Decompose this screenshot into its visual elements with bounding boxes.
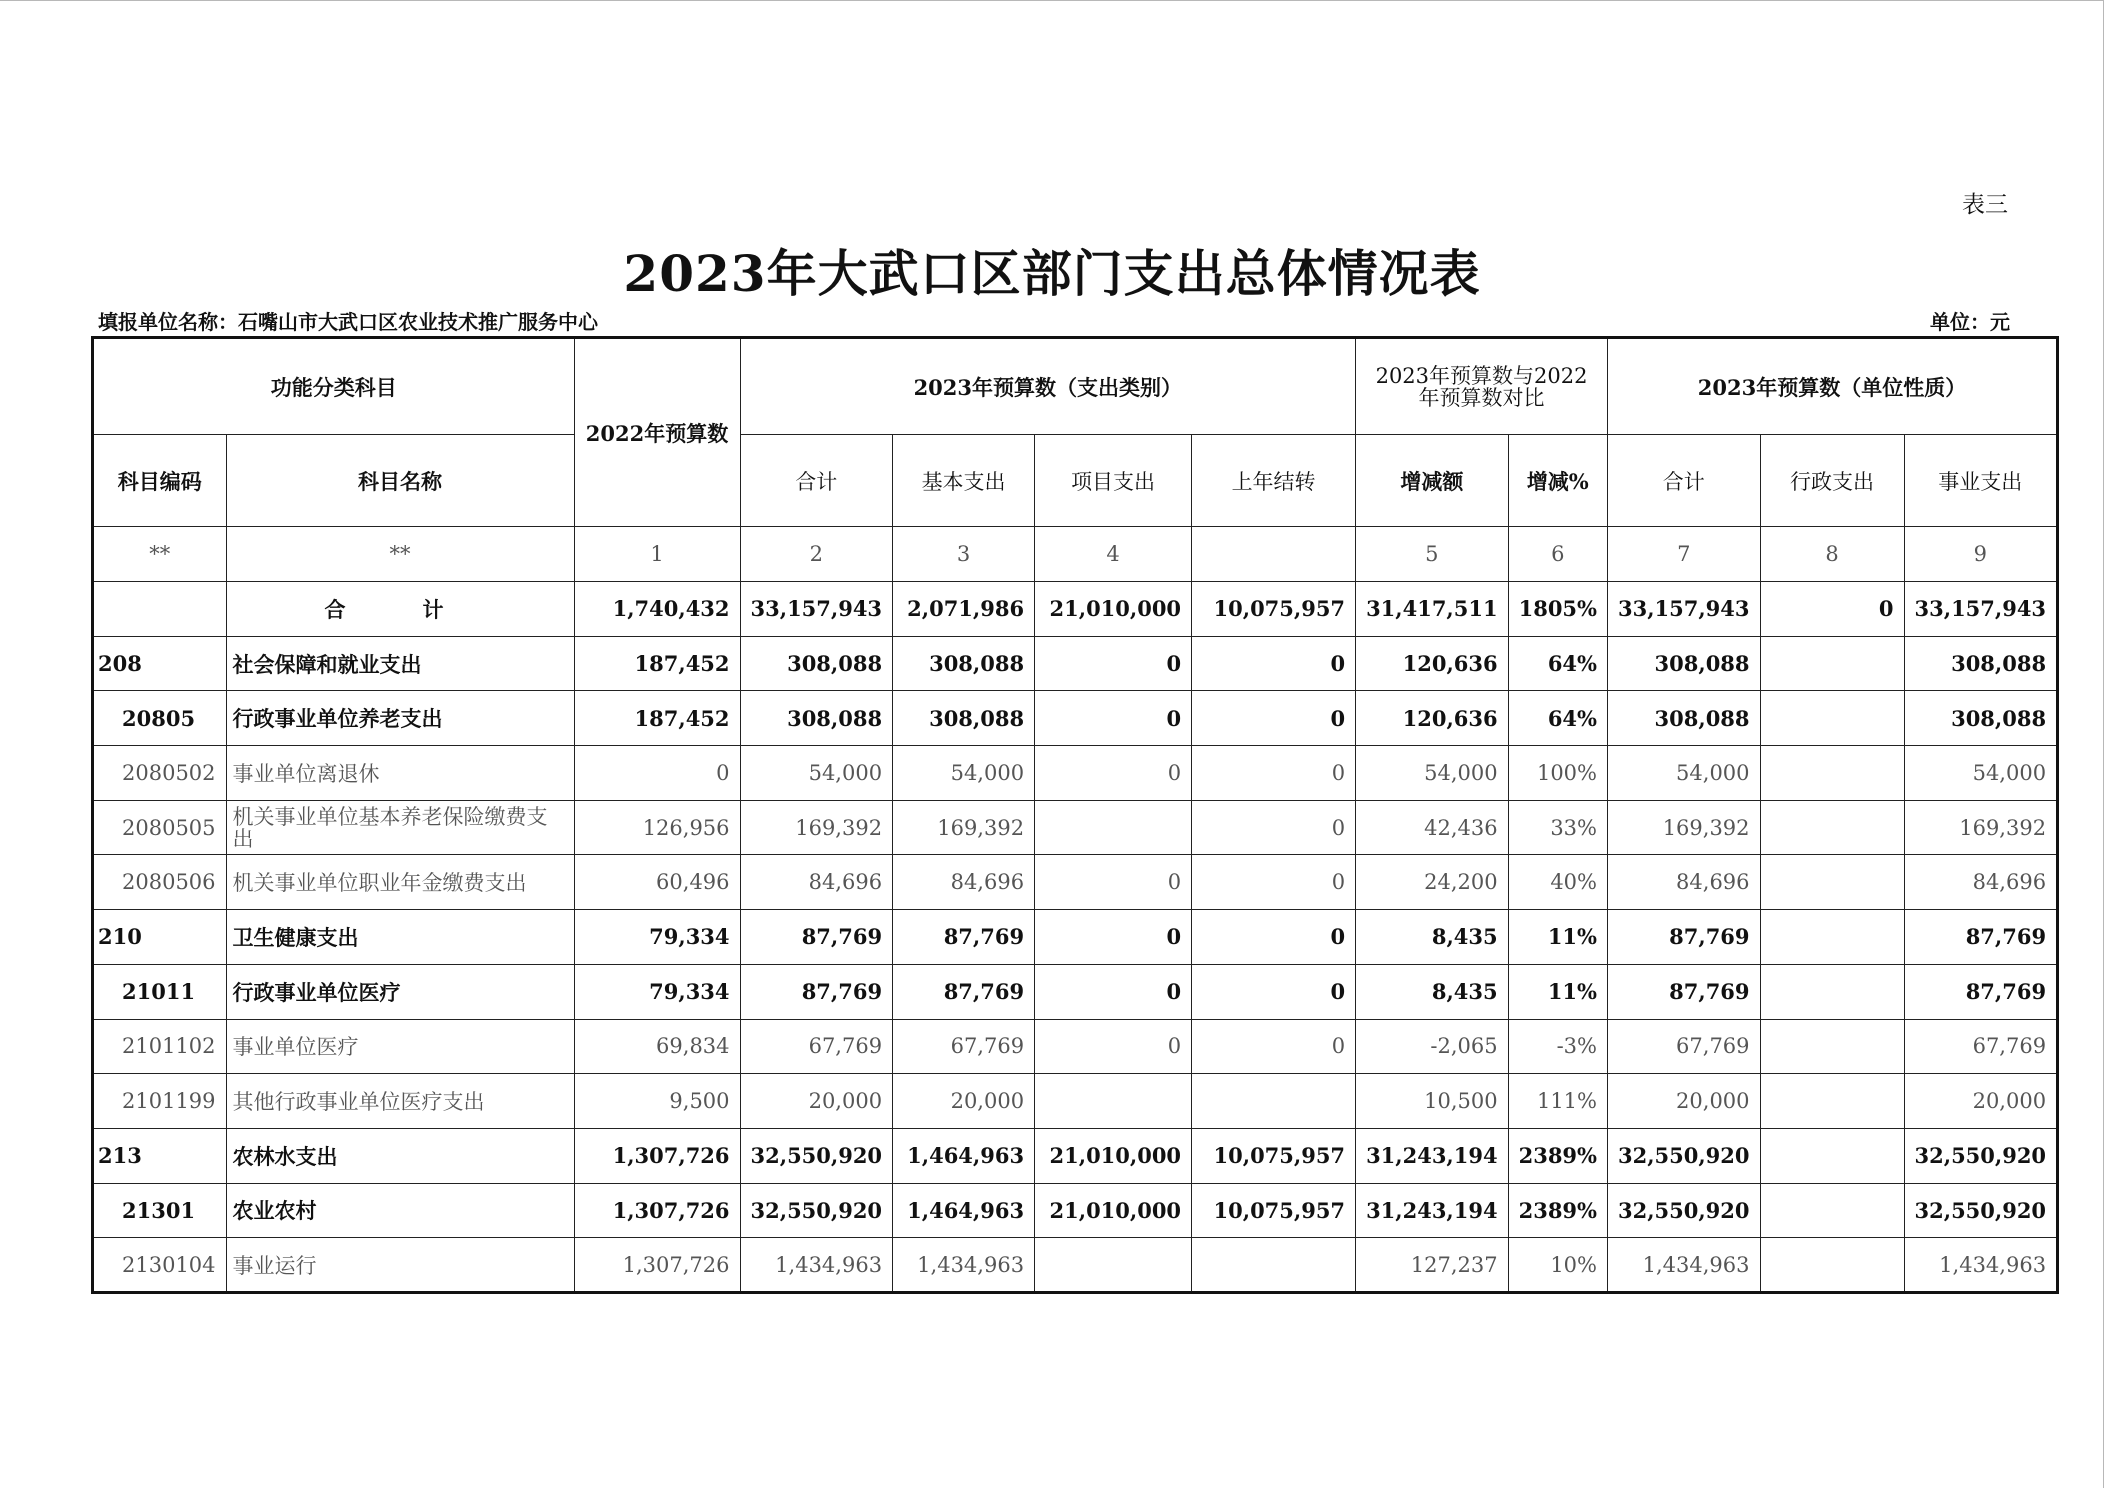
- prev-budget-cell: 0: [574, 746, 740, 801]
- header-carryover: 上年结转: [1192, 435, 1356, 527]
- prev-budget-cell: 1,307,726: [574, 1128, 740, 1183]
- total-2-cell: 32,550,920: [1608, 1128, 1761, 1183]
- table-row: [93, 1019, 2058, 1074]
- index-cell: 6: [1508, 527, 1607, 582]
- career-cell: 54,000: [1904, 746, 2058, 801]
- index-cell: 1: [574, 527, 740, 582]
- name-cell: 农业农村: [226, 1183, 574, 1238]
- change-amount-cell: 24,200: [1356, 855, 1509, 910]
- prev-budget-cell: 126,956: [574, 800, 740, 855]
- header-budget-by-type: 2023年预算数（支出类别）: [740, 338, 1356, 435]
- total-2-cell: 20,000: [1608, 1074, 1761, 1129]
- header-basic: 基本支出: [893, 435, 1035, 527]
- index-cell: 3: [893, 527, 1035, 582]
- header-code: 科目编码: [93, 435, 227, 527]
- admin-cell: [1760, 910, 1904, 965]
- total-2-cell: 84,696: [1608, 855, 1761, 910]
- total-2-cell: 32,550,920: [1608, 1183, 1761, 1238]
- header-prev-budget: 2022年预算数: [574, 338, 740, 527]
- prev-budget-cell: 1,307,726: [574, 1238, 740, 1293]
- career-cell: 33,157,943: [1904, 582, 2058, 637]
- total-cell: 84,696: [740, 855, 893, 910]
- total-row: [93, 582, 2058, 637]
- total-cell: 32,550,920: [740, 1128, 893, 1183]
- project-cell: 0: [1035, 964, 1192, 1019]
- carryover-cell: 0: [1192, 910, 1356, 965]
- name-cell: 事业运行: [226, 1238, 574, 1293]
- header-budget-by-unit: 2023年预算数（单位性质）: [1608, 338, 2058, 435]
- career-cell: 1,434,963: [1904, 1238, 2058, 1293]
- prev-budget-cell: 69,834: [574, 1019, 740, 1074]
- table-row: [93, 691, 2058, 746]
- project-cell: 0: [1035, 746, 1192, 801]
- total-2-cell: 308,088: [1608, 636, 1761, 691]
- header-name: 科目名称: [226, 435, 574, 527]
- code-cell: 2130104: [93, 1238, 227, 1293]
- basic-cell: 1,464,963: [893, 1128, 1035, 1183]
- code-cell: 208: [93, 636, 227, 691]
- career-cell: 308,088: [1904, 636, 2058, 691]
- total-2-cell: 67,769: [1608, 1019, 1761, 1074]
- change-percent-cell: 11%: [1508, 910, 1607, 965]
- currency-unit: 单位：元: [1930, 310, 2010, 334]
- admin-cell: [1760, 1074, 1904, 1129]
- total-cell: 308,088: [740, 691, 893, 746]
- basic-cell: 20,000: [893, 1074, 1035, 1129]
- total-cell: 54,000: [740, 746, 893, 801]
- carryover-cell: 0: [1192, 1019, 1356, 1074]
- project-cell: 21,010,000: [1035, 582, 1192, 637]
- total-2-cell: 1,434,963: [1608, 1238, 1761, 1293]
- total-2-cell: 54,000: [1608, 746, 1761, 801]
- header-project: 项目支出: [1035, 435, 1192, 527]
- index-row: [93, 527, 2058, 582]
- change-percent-cell: 10%: [1508, 1238, 1607, 1293]
- name-cell: 行政事业单位养老支出: [226, 691, 574, 746]
- code-cell: 21301: [93, 1183, 227, 1238]
- admin-cell: [1760, 746, 1904, 801]
- change-amount-cell: 42,436: [1356, 800, 1509, 855]
- project-cell: 0: [1035, 691, 1192, 746]
- carryover-cell: 0: [1192, 746, 1356, 801]
- basic-cell: 67,769: [893, 1019, 1035, 1074]
- change-amount-cell: 127,237: [1356, 1238, 1509, 1293]
- basic-cell: 1,464,963: [893, 1183, 1035, 1238]
- change-percent-cell: 1805%: [1508, 582, 1607, 637]
- table-row: [93, 964, 2058, 1019]
- total-cell: 67,769: [740, 1019, 893, 1074]
- header-change-percent: 增减%: [1508, 435, 1607, 527]
- career-cell: 169,392: [1904, 800, 2058, 855]
- expenditure-table: [91, 336, 2059, 1294]
- table-row: [93, 800, 2058, 855]
- admin-cell: [1760, 1019, 1904, 1074]
- code-cell: 20805: [93, 691, 227, 746]
- prev-budget-cell: 79,334: [574, 910, 740, 965]
- header-func-category: 功能分类科目: [93, 338, 575, 435]
- carryover-cell: 0: [1192, 855, 1356, 910]
- total-cell: 87,769: [740, 964, 893, 1019]
- table-number: 表三: [1962, 192, 2008, 218]
- total-cell: 308,088: [740, 636, 893, 691]
- carryover-cell: 0: [1192, 636, 1356, 691]
- career-cell: 20,000: [1904, 1074, 2058, 1129]
- basic-cell: 2,071,986: [893, 582, 1035, 637]
- index-cell: **: [93, 527, 227, 582]
- prev-budget-cell: 187,452: [574, 691, 740, 746]
- table-row: [93, 1074, 2058, 1129]
- change-percent-cell: 2389%: [1508, 1128, 1607, 1183]
- admin-cell: 0: [1760, 582, 1904, 637]
- admin-cell: [1760, 1238, 1904, 1293]
- change-percent-cell: 11%: [1508, 964, 1607, 1019]
- header-career: 事业支出: [1904, 435, 2058, 527]
- change-percent-cell: 64%: [1508, 636, 1607, 691]
- code-cell: 2101199: [93, 1074, 227, 1129]
- change-percent-cell: 2389%: [1508, 1183, 1607, 1238]
- prev-budget-cell: 1,740,432: [574, 582, 740, 637]
- career-cell: 67,769: [1904, 1019, 2058, 1074]
- index-cell: 2: [740, 527, 893, 582]
- admin-cell: [1760, 691, 1904, 746]
- change-percent-cell: 33%: [1508, 800, 1607, 855]
- table-row: [93, 855, 2058, 910]
- basic-cell: 84,696: [893, 855, 1035, 910]
- change-amount-cell: 120,636: [1356, 636, 1509, 691]
- basic-cell: 1,434,963: [893, 1238, 1035, 1293]
- name-cell: 事业单位医疗: [226, 1019, 574, 1074]
- career-cell: 32,550,920: [1904, 1183, 2058, 1238]
- career-cell: 308,088: [1904, 691, 2058, 746]
- index-cell: 7: [1608, 527, 1761, 582]
- carryover-cell: [1192, 1074, 1356, 1129]
- carryover-cell: 0: [1192, 964, 1356, 1019]
- carryover-cell: [1192, 1238, 1356, 1293]
- basic-cell: 308,088: [893, 636, 1035, 691]
- career-cell: 87,769: [1904, 964, 2058, 1019]
- header-total-2: 合计: [1608, 435, 1761, 527]
- change-amount-cell: 31,417,511: [1356, 582, 1509, 637]
- header-admin: 行政支出: [1760, 435, 1904, 527]
- project-cell: [1035, 1238, 1192, 1293]
- header-total: 合计: [740, 435, 893, 527]
- total-cell: 32,550,920: [740, 1183, 893, 1238]
- table-row: [93, 746, 2058, 801]
- change-amount-cell: 54,000: [1356, 746, 1509, 801]
- change-percent-cell: 64%: [1508, 691, 1607, 746]
- prev-budget-cell: 9,500: [574, 1074, 740, 1129]
- code-cell: 210: [93, 910, 227, 965]
- name-cell: 行政事业单位医疗: [226, 964, 574, 1019]
- header-change-amount: 增减额: [1356, 435, 1509, 527]
- change-amount-cell: 10,500: [1356, 1074, 1509, 1129]
- admin-cell: [1760, 964, 1904, 1019]
- prev-budget-cell: 79,334: [574, 964, 740, 1019]
- career-cell: 32,550,920: [1904, 1128, 2058, 1183]
- code-cell: 213: [93, 1128, 227, 1183]
- change-percent-cell: 111%: [1508, 1074, 1607, 1129]
- header-compare: 2023年预算数与2022年预算数对比: [1356, 338, 1608, 435]
- table-row: [93, 910, 2058, 965]
- name-cell: 合 计: [226, 582, 574, 637]
- prev-budget-cell: 187,452: [574, 636, 740, 691]
- basic-cell: 54,000: [893, 746, 1035, 801]
- table-row: [93, 636, 2058, 691]
- basic-cell: 87,769: [893, 964, 1035, 1019]
- change-amount-cell: 8,435: [1356, 910, 1509, 965]
- table-row: [93, 1238, 2058, 1293]
- project-cell: [1035, 800, 1192, 855]
- change-amount-cell: 8,435: [1356, 964, 1509, 1019]
- basic-cell: 169,392: [893, 800, 1035, 855]
- total-2-cell: 308,088: [1608, 691, 1761, 746]
- total-cell: 169,392: [740, 800, 893, 855]
- change-amount-cell: 31,243,194: [1356, 1128, 1509, 1183]
- change-percent-cell: 100%: [1508, 746, 1607, 801]
- total-2-cell: 87,769: [1608, 964, 1761, 1019]
- total-cell: 87,769: [740, 910, 893, 965]
- change-percent-cell: 40%: [1508, 855, 1607, 910]
- carryover-cell: 10,075,957: [1192, 1183, 1356, 1238]
- name-cell: 社会保障和就业支出: [226, 636, 574, 691]
- project-cell: 21,010,000: [1035, 1128, 1192, 1183]
- name-cell: 机关事业单位基本养老保险缴费支出: [226, 800, 574, 855]
- prev-budget-cell: 1,307,726: [574, 1183, 740, 1238]
- project-cell: 0: [1035, 855, 1192, 910]
- code-cell: 2080505: [93, 800, 227, 855]
- table-row: [93, 1128, 2058, 1183]
- table-row: [93, 1183, 2058, 1238]
- document-title: 2023年大武口区部门支出总体情况表: [623, 244, 1481, 303]
- total-2-cell: 169,392: [1608, 800, 1761, 855]
- admin-cell: [1760, 855, 1904, 910]
- name-cell: 事业单位离退休: [226, 746, 574, 801]
- name-cell: 卫生健康支出: [226, 910, 574, 965]
- carryover-cell: 10,075,957: [1192, 1128, 1356, 1183]
- admin-cell: [1760, 1128, 1904, 1183]
- total-cell: 33,157,943: [740, 582, 893, 637]
- total-2-cell: 87,769: [1608, 910, 1761, 965]
- name-cell: 其他行政事业单位医疗支出: [226, 1074, 574, 1129]
- admin-cell: [1760, 636, 1904, 691]
- code-cell: 2080502: [93, 746, 227, 801]
- carryover-cell: 10,075,957: [1192, 582, 1356, 637]
- change-amount-cell: 31,243,194: [1356, 1183, 1509, 1238]
- change-amount-cell: -2,065: [1356, 1019, 1509, 1074]
- index-cell: 8: [1760, 527, 1904, 582]
- code-cell: 2080506: [93, 855, 227, 910]
- carryover-cell: 0: [1192, 691, 1356, 746]
- index-cell: 5: [1356, 527, 1509, 582]
- name-cell: 机关事业单位职业年金缴费支出: [226, 855, 574, 910]
- change-percent-cell: -3%: [1508, 1019, 1607, 1074]
- total-cell: 1,434,963: [740, 1238, 893, 1293]
- prev-budget-cell: 60,496: [574, 855, 740, 910]
- code-cell: [93, 582, 227, 637]
- project-cell: 0: [1035, 636, 1192, 691]
- name-cell: 农林水支出: [226, 1128, 574, 1183]
- code-cell: 2101102: [93, 1019, 227, 1074]
- index-cell: 4: [1035, 527, 1192, 582]
- change-amount-cell: 120,636: [1356, 691, 1509, 746]
- career-cell: 87,769: [1904, 910, 2058, 965]
- project-cell: [1035, 1074, 1192, 1129]
- basic-cell: 308,088: [893, 691, 1035, 746]
- carryover-cell: 0: [1192, 800, 1356, 855]
- admin-cell: [1760, 1183, 1904, 1238]
- project-cell: 21,010,000: [1035, 1183, 1192, 1238]
- career-cell: 84,696: [1904, 855, 2058, 910]
- code-cell: 21011: [93, 964, 227, 1019]
- project-cell: 0: [1035, 1019, 1192, 1074]
- admin-cell: [1760, 800, 1904, 855]
- total-cell: 20,000: [740, 1074, 893, 1129]
- index-cell: **: [226, 527, 574, 582]
- reporting-unit: 填报单位名称：石嘴山市大武口区农业技术推广服务中心: [98, 310, 598, 334]
- index-cell: [1192, 527, 1356, 582]
- basic-cell: 87,769: [893, 910, 1035, 965]
- total-2-cell: 33,157,943: [1608, 582, 1761, 637]
- project-cell: 0: [1035, 910, 1192, 965]
- index-cell: 9: [1904, 527, 2058, 582]
